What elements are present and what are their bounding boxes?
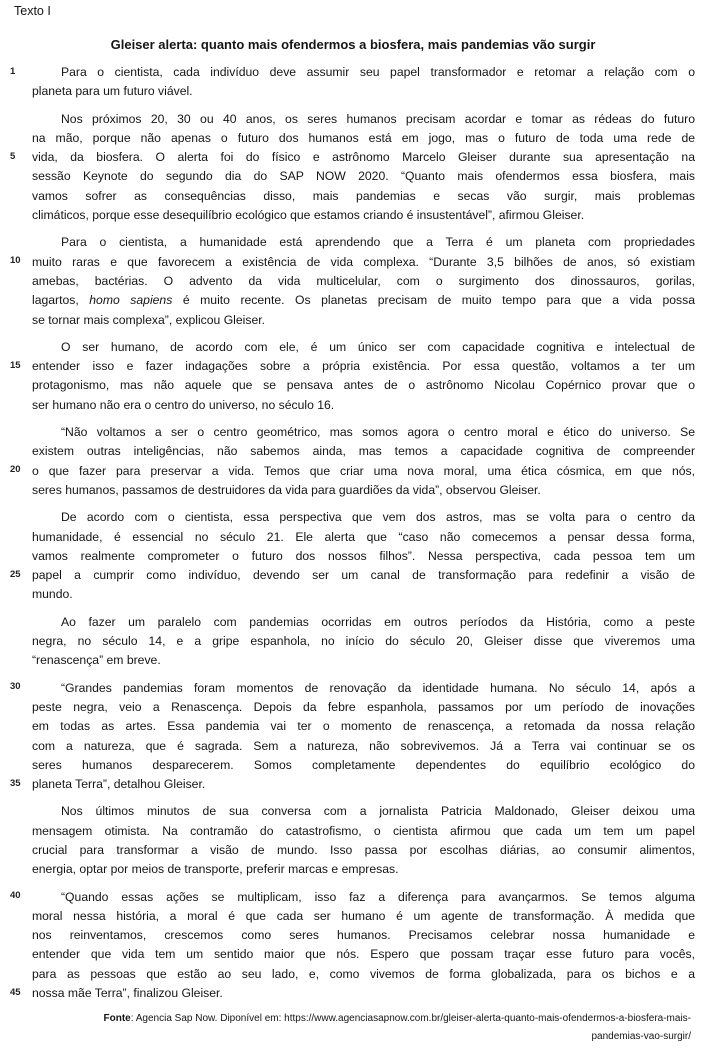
line-number: 10 [10, 255, 21, 267]
paragraph [10, 338, 695, 415]
text-line: existem outras inteligências, não sabemos ainda, mas temos a capacidade cognitiva de compreender [32, 444, 695, 459]
text-line: 40 “Quando essas ações se multiplicam, isso faz a diferença para avançarmos. Se temos alguma [10, 889, 695, 904]
text-line: mundo. [32, 587, 73, 602]
text-line: com a natureza, que é sagrada. Sem a natureza, não sobrevivemos. Já a Terra vai continuar se os [32, 738, 695, 753]
line-number: 25 [10, 568, 21, 580]
source-citation [32, 1010, 691, 1046]
text-line: entender que vida tem um sentido maior que nós. Espero que possam traçar esse futuro para vocês, [32, 947, 695, 962]
text-line: Nos próximos 20, 30 ou 40 anos, os seres humanos precisam acordar e tomar as rédeas do futuro [61, 111, 695, 126]
paragraph [10, 63, 695, 102]
text-line: vamos realmente comprometer o futuro dos nossos filhos”. Nessa perspectiva, cada pessoa tem um [32, 548, 695, 563]
paragraph [32, 613, 695, 671]
text-line: seres humanos, passamos de destruidores da vida para guardiões da vida”, observou Gleiser. [32, 482, 541, 497]
text-line: Nos últimos minutos de sua conversa com a jornalista Patricia Maldonado, Gleiser deixou uma [61, 804, 695, 819]
text-line: Ao fazer um paralelo com pandemias ocorridas em outros períodos da História, como a peste [61, 614, 695, 629]
paragraph [10, 110, 695, 226]
paragraph [10, 423, 695, 500]
text-line: ser humano não era o centro do universo, no século 16. [32, 397, 335, 412]
text-line: O ser humano, de acordo com ele, é um único ser com capacidade cognitiva e intelectual de [61, 339, 695, 354]
text-line: 15 entender isso e fazer indagações sobre a própria existência. Por essa questão, voltamos a ter um [10, 359, 695, 374]
paragraph [10, 233, 695, 329]
text-line: De acordo com o cientista, essa perspectiva que vem dos astros, mas se volta para o centro da [61, 510, 695, 525]
text-line: vamos sofrer as consequências disso, mais pandemias e secas vão surgir, mais problemas [32, 188, 695, 203]
text-line: 10 muito raras e que favorecem a existência de vida complexa. “Durante 3,5 bilhões de anos, só existiam [10, 254, 695, 269]
text-line: protagonismo, mas não aquele que se pensava antes de o astrônomo Nicolau Copérnico provar que o [32, 378, 695, 393]
source-text: : Agencia Sap Now. Diponível em: https://www.agenciasapnow.com.br/gleiser-alerta-quanto-mais-ofendermos-a-biosfera-mais- [130, 1013, 691, 1024]
text-line: nos reinventamos, crescemos como seres humanos. Precisamos celebrar nossa humanidade e [32, 928, 695, 943]
paragraph [10, 679, 695, 795]
paragraph [32, 802, 695, 879]
text-line: para as pessoas que estão ao seu lado, e, como vivemos de forma globalizada, para os bichos e a [32, 966, 695, 981]
line-number: 5 [10, 150, 16, 162]
paragraph [10, 508, 695, 604]
text-line: energia, optar por meios de transporte, preferir marcas e empresas. [32, 862, 399, 877]
text-line: 45 nossa mãe Terra”, finalizou Gleiser. [10, 986, 223, 1001]
text-line: “Não voltamos a ser o centro geométrico, mas somos agora o centro moral e ético do universo. Se [61, 425, 695, 440]
text-line: 5 vida, da biosfera. O alerta foi do físico e astrônomo Marcelo Gleiser durante sua apresentação na [10, 150, 695, 165]
text-line: planeta para um futuro viável. [32, 84, 193, 99]
line-number: 40 [10, 890, 21, 902]
line-number: 15 [10, 359, 21, 371]
text-line: humanidade, é essencial no século 21. Ele alerta que “caso não comecemos a pensar dessa forma, [32, 529, 695, 544]
source-label: Fonte [103, 1013, 131, 1024]
text-line: mensagem otimista. Na contramão do catastrofismo, o cientista afirmou que cada um tem um papel [32, 823, 695, 838]
article-body [10, 63, 695, 1011]
text-line: 35 planeta Terra”, detalhou Gleiser. [10, 777, 206, 792]
italic-term: homo sapiens [89, 293, 173, 308]
text-line: se tornar mais complexa”, explicou Gleiser. [32, 312, 266, 327]
line-number: 45 [10, 986, 21, 998]
text-line: crucial para transformar a visão de mundo. Isso passa por escolhas diárias, ao consumir alimentos, [32, 842, 695, 857]
text-label: Texto I [14, 4, 51, 18]
line-number: 35 [10, 777, 21, 789]
text-line: climáticos, porque esse desequilíbrio ecológico que estamos criando é insustentável”, afirmou Gleiser. [32, 208, 585, 223]
line-number: 30 [10, 681, 21, 693]
text-line: Para o cientista, a humanidade está aprendendo que a Terra é um planeta com propriedades [61, 235, 695, 250]
text-line: na mão, porque não apenas o futuro dos humanos está em jogo, mas o futuro de toda uma rede de [32, 130, 695, 145]
text-line: amebas, bactérias. O advento da vida multicelular, com o surgimento dos dinossauros, gorilas, [32, 273, 695, 288]
paragraph [10, 888, 695, 1004]
text-line: “renascença” em breve. [32, 653, 161, 668]
text-line: 1 Para o cientista, cada indivíduo deve assumir seu papel transformador e retomar a relação com o [10, 65, 695, 79]
text-line: 20 o que fazer para preservar a vida. Temos que criar uma nova moral, uma ética cósmica, em que nós, [10, 463, 695, 478]
text-line: 30 “Grandes pandemias foram momentos de renovação da identidade humana. No século 14, após a [10, 680, 695, 695]
text-line: moral nessa história, a moral é que cada ser humano é um agente de transformação. À medida que [32, 908, 695, 923]
text-line: 25 papel a cumprir como indivíduo, devendo ser um canal de transformação para redefinir a visão de [10, 568, 695, 583]
line-number: 1 [10, 65, 16, 77]
text-line: peste negra, veio a Renascença. Depois da febre espanhola, passamos por um período de inovações [32, 699, 695, 714]
source-line-1 [32, 1010, 691, 1028]
text-line: seres humanos desparecerem. Somos completamente dependentes do equilíbrio ecológico do [32, 757, 695, 772]
article-title: Gleiser alerta: quanto mais ofendermos a biosfera, mais pandemias vão surgir [110, 37, 596, 52]
text-line: em todas as artes. Essa pandemia vai ter o momento de renascença, a retomada da nossa relação [32, 719, 695, 734]
line-number: 20 [10, 464, 21, 476]
source-line-2: pandemias-vao-surgir/ [591, 1031, 691, 1042]
text-line: lagartos, homo sapiens é muito recente. Os planetas precisam de muito tempo para que a vida possa [32, 293, 695, 308]
text-line: negra, no século 14, e a gripe espanhola, no início do século 20, Gleiser disse que viveremos uma [32, 634, 695, 649]
text-line: sessão Keynote do segundo dia do SAP NOW 2020. “Quanto mais ofendermos essa biosfera, mais [32, 169, 695, 184]
